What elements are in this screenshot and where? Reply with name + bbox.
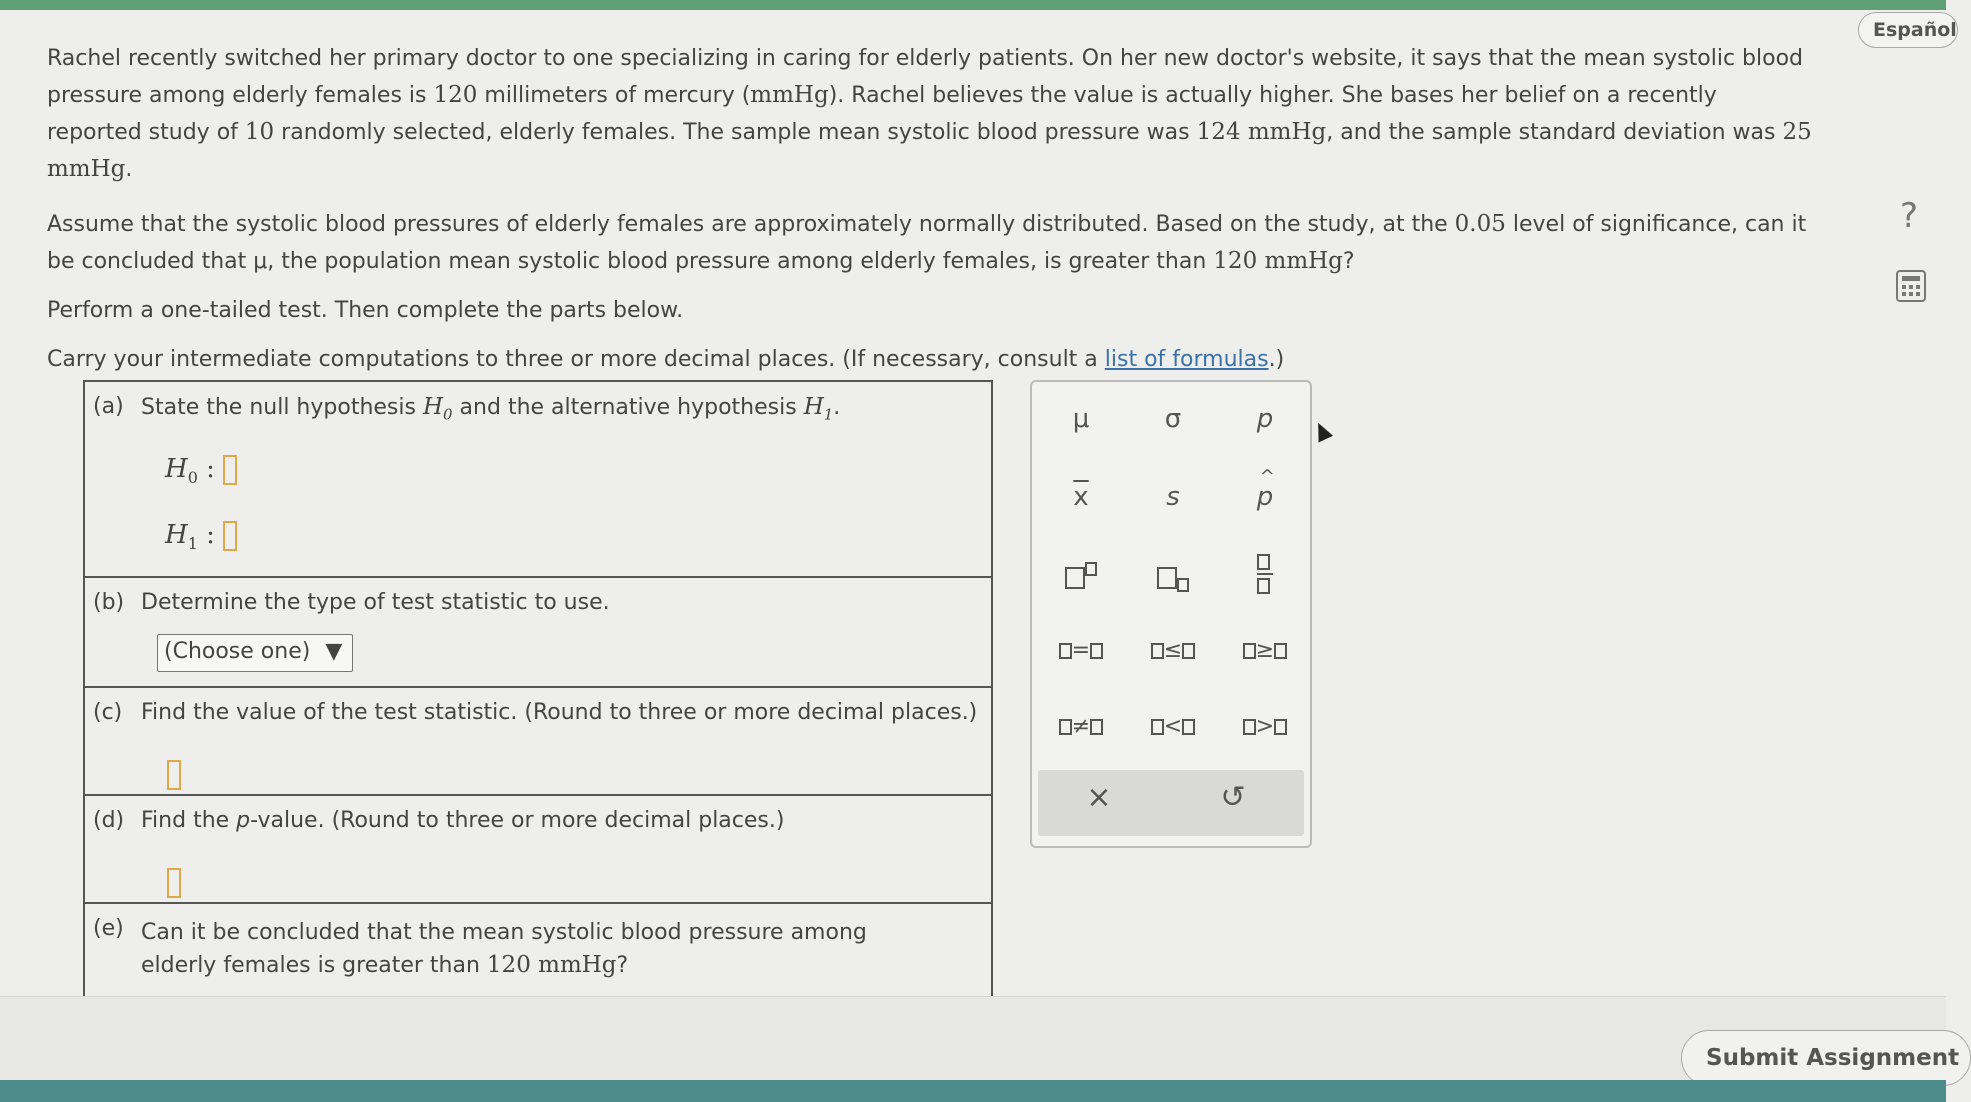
part-letter: (d) bbox=[93, 808, 125, 833]
subscript-button[interactable] bbox=[1138, 562, 1208, 608]
fraction-button[interactable] bbox=[1230, 554, 1300, 600]
part-a-question: State the null hypothesis $H_0$ and the alternative hypothesis $H_1$. bbox=[141, 394, 841, 424]
calculator-icon[interactable] bbox=[1896, 270, 1926, 302]
part-b-question: Determine the type of test statistic to use. bbox=[141, 590, 610, 615]
math-symbol-palette bbox=[1030, 380, 1312, 848]
dropdown-arrow-icon: ▼ bbox=[325, 639, 343, 664]
null-hypothesis-row: $H_0$ : bbox=[165, 454, 237, 487]
less-than-button[interactable]: < bbox=[1138, 714, 1208, 760]
part-e bbox=[85, 902, 991, 1000]
part-letter: (b) bbox=[93, 590, 125, 615]
problem-paragraph-3: Perform a one-tailed test. Then complete the parts below. bbox=[47, 298, 684, 323]
problem-statement bbox=[47, 40, 1817, 390]
problem-paragraph-4: Carry your intermediate computations to three or more decimal places. (If necessary, consult a list of formulas.) bbox=[47, 347, 1285, 372]
sigma-button[interactable]: σ bbox=[1164, 404, 1182, 434]
top-accent-bar bbox=[0, 0, 1946, 10]
formulas-link[interactable]: list of formulas bbox=[1104, 347, 1269, 372]
part-d bbox=[85, 794, 991, 902]
answer-parts bbox=[83, 380, 993, 1000]
null-hypothesis-input[interactable] bbox=[223, 455, 237, 485]
clear-icon[interactable]: × bbox=[1086, 780, 1112, 815]
part-letter: (a) bbox=[93, 394, 124, 419]
greater-than-button[interactable]: > bbox=[1230, 714, 1300, 760]
test-statistic-select[interactable]: (Choose one) ▼ bbox=[157, 634, 353, 672]
not-equal-button[interactable]: ≠ bbox=[1046, 714, 1116, 760]
submit-assignment-button[interactable]: Submit Assignment bbox=[1681, 1030, 1971, 1086]
part-c-question: Find the value of the test statistic. (Round to three or more decimal places.) bbox=[141, 700, 978, 725]
alt-hypothesis-row: $H_1$ : bbox=[165, 520, 237, 553]
part-d-question: Find the p-value. (Round to three or more decimal places.) bbox=[141, 808, 785, 833]
palette-footer bbox=[1038, 770, 1304, 836]
equals-button[interactable]: = bbox=[1046, 638, 1116, 684]
alt-hypothesis-input[interactable] bbox=[223, 521, 237, 551]
problem-paragraph-1: Rachel recently switched her primary doctor to one specializing in caring for elderly patients. On her new doctor's website, it says that the mean systolic blood pressure among elderly females is 120 millimeters of mercury (mmHg). Rachel believes the value is actually higher. She bases her belief on a recently reported study of 10 randomly selected, elderly females. The sample mean systolic blood pressure was 124 mmHg, and the sample standard deviation was 25 mmHg. bbox=[47, 46, 1812, 182]
part-letter: (c) bbox=[93, 700, 123, 725]
part-b bbox=[85, 576, 991, 686]
p-button[interactable]: p bbox=[1256, 404, 1274, 434]
s-button[interactable]: s bbox=[1166, 482, 1180, 512]
mouse-cursor-icon bbox=[1311, 419, 1333, 442]
help-icon[interactable]: ? bbox=[1900, 196, 1919, 236]
undo-icon[interactable]: ↺ bbox=[1220, 780, 1246, 815]
part-a bbox=[85, 380, 991, 576]
language-toggle-button[interactable]: Español bbox=[1858, 12, 1958, 48]
part-e-question: Can it be concluded that the mean systolic blood pressure among elderly females is greater than 120 mmHg? bbox=[141, 920, 867, 978]
superscript-button[interactable] bbox=[1046, 562, 1116, 608]
part-c bbox=[85, 686, 991, 794]
test-statistic-input[interactable] bbox=[167, 760, 181, 790]
greater-equal-button[interactable]: ≥ bbox=[1230, 638, 1300, 684]
less-equal-button[interactable]: ≤ bbox=[1138, 638, 1208, 684]
p-value-input[interactable] bbox=[167, 868, 181, 898]
bottom-accent-bar bbox=[0, 1080, 1946, 1102]
phat-button[interactable]: ^ p bbox=[1256, 466, 1275, 512]
mu-button[interactable]: μ bbox=[1072, 404, 1090, 434]
footer-band bbox=[0, 996, 1946, 1080]
xbar-button[interactable]: $\overline{x}$ bbox=[1073, 482, 1089, 512]
part-letter: (e) bbox=[93, 916, 124, 941]
problem-paragraph-2: Assume that the systolic blood pressures of elderly females are approximately normally distributed. Based on the study, at the 0.05 level of significance, can it be concluded that μ, the population mean systolic blood pressure among elderly females, is greater than 120 mmHg? bbox=[47, 211, 1807, 274]
